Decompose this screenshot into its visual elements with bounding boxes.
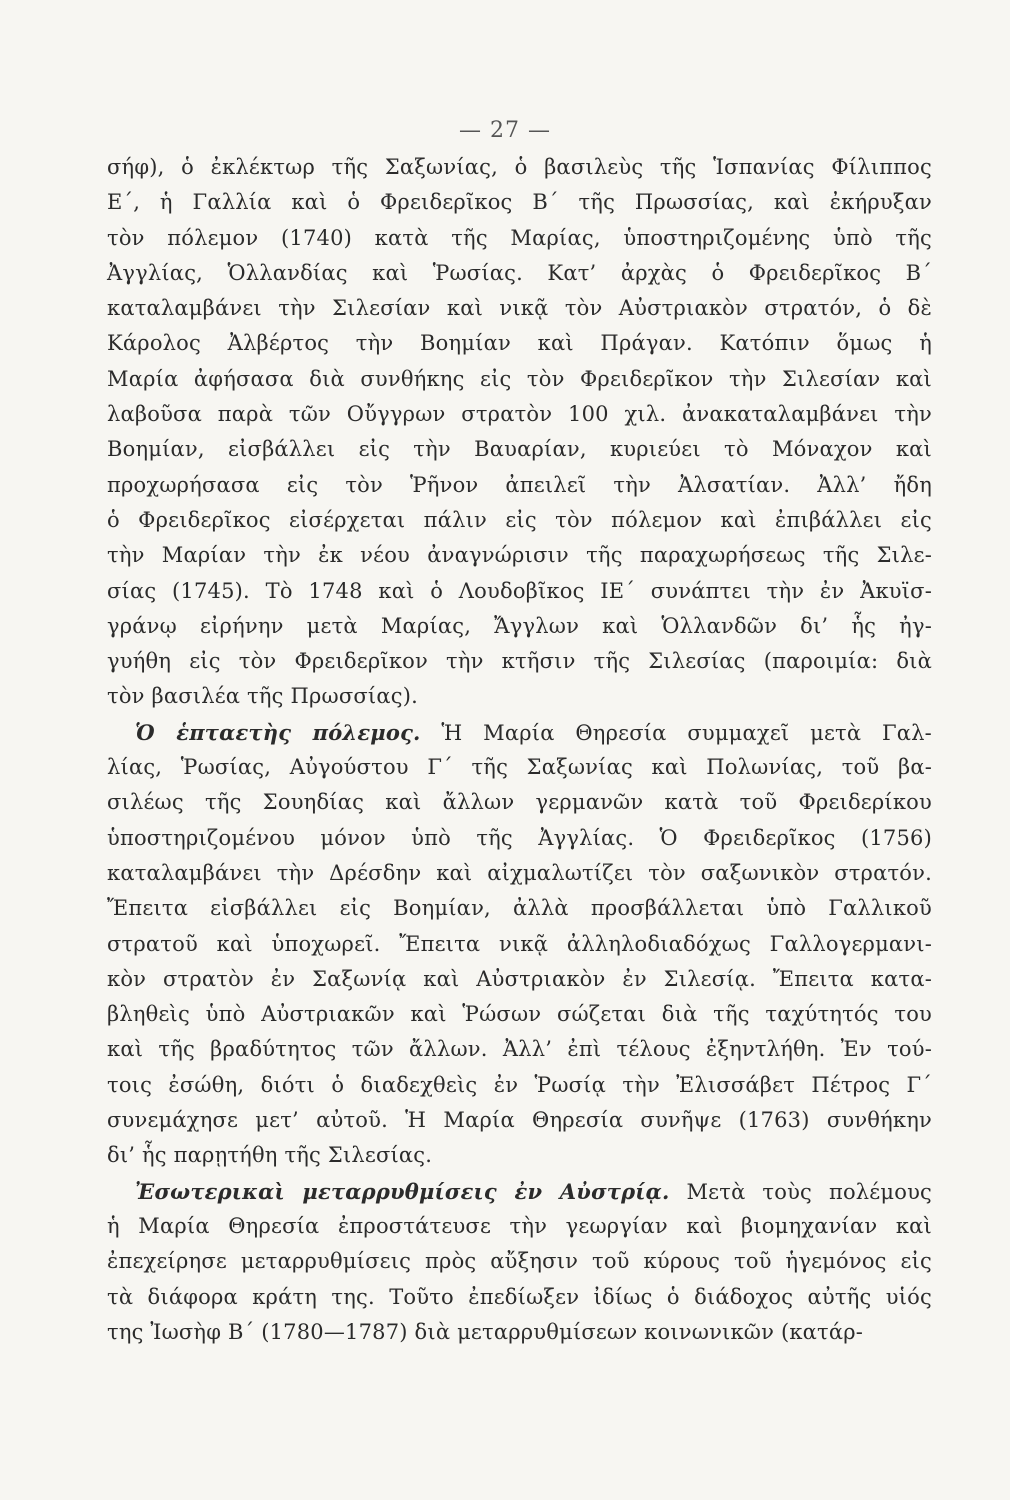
line-text: προχωρήσασα εἰς τὸν Ῥῆνον ἀπειλεῖ τὴν Ἀλσατίαν. Ἀλλ’ ἤδη bbox=[107, 472, 932, 497]
line-text: Βοημίαν, εἰσβάλλει εἰς τὴν Βαυαρίαν, κυριεύει τὸ Μόναχον καὶ bbox=[107, 437, 932, 462]
line-text: κὸν στρατὸν ἐν Σαξωνίᾳ καὶ Αὐστριακὸν ἐν Σιλεσίᾳ. Ἔπειτα κατα- bbox=[107, 966, 932, 991]
section-heading: Ἐσωτερικαὶ μεταρρυθμίσεις ἐν Αὐστρίᾳ. bbox=[135, 1178, 670, 1204]
line-text: τὸν βασιλέα τῆς Πρωσσίας). bbox=[107, 684, 418, 709]
line-text: τὸν πόλεμον (1740) κατὰ τῆς Μαρίας, ὑποστηριζομένης ὑπὸ τῆς bbox=[107, 225, 932, 250]
line-text: Ἡ Μαρία Θηρεσία συμμαχεῖ μετὰ Γαλ- bbox=[441, 720, 932, 745]
line-text: καὶ τῆς βραδύτητος τῶν ἄλλων. Ἀλλ’ ἐπὶ τέλους ἐξηντλήθη. Ἐν τού- bbox=[107, 1037, 932, 1062]
text-line bbox=[107, 750, 932, 785]
text-line bbox=[107, 1138, 932, 1173]
line-text: λαβοῦσα παρὰ τῶν Οὔγγρων στρατὸν 100 χιλ. ἀνακαταλαμβάνει τὴν bbox=[107, 402, 932, 427]
line-text: Μετὰ τοὺς πολέμους bbox=[686, 1179, 933, 1204]
text-line bbox=[107, 1209, 932, 1244]
text-line bbox=[107, 715, 932, 750]
text-line bbox=[107, 962, 932, 997]
line-text: σιλέως τῆς Σουηδίας καὶ ἄλλων γερμανῶν κατὰ τοῦ Φρειδερίκου bbox=[107, 790, 932, 815]
text-line bbox=[107, 362, 932, 397]
line-text: Κάρολος Ἀλβέρτος τὴν Βοημίαν καὶ Πράγαν. Κατόπιν ὅμως ἡ bbox=[107, 331, 932, 356]
text-line bbox=[107, 609, 932, 644]
line-text: βληθεὶς ὑπὸ Αὐστριακῶν καὶ Ῥώσων σώζεται διὰ τῆς ταχύτητός του bbox=[107, 1002, 932, 1027]
line-text: τοις ἐσώθη, διότι ὁ διαδεχθεὶς ἐν Ῥωσίᾳ τὴν Ἐλισσάβετ Πέτρος Γ΄ bbox=[107, 1072, 932, 1097]
text-line bbox=[107, 679, 932, 714]
text-line bbox=[107, 1315, 932, 1350]
text-line bbox=[107, 856, 932, 891]
line-text: της Ἰωσὴφ Β΄ (1780—1787) διὰ μεταρρυθμίσεων κοινωνικῶν (κατάρ- bbox=[107, 1319, 864, 1344]
text-line bbox=[107, 644, 932, 679]
text-line bbox=[107, 503, 932, 538]
line-text: ὑποστηριζομένου μόνον ὑπὸ τῆς Ἀγγλίας. Ὁ Φρειδερῖκος (1756) bbox=[107, 825, 932, 850]
line-text: συνεμάχησε μετ’ αὐτοῦ. Ἡ Μαρία Θηρεσία συνῆψε (1763) συνθήκην bbox=[107, 1108, 932, 1133]
line-text: Ε΄, ἡ Γαλλία καὶ ὁ Φρειδερῖκος Β΄ τῆς Πρωσσίας, καὶ ἐκήρυξαν bbox=[107, 190, 932, 215]
text-line bbox=[107, 185, 932, 220]
text-line bbox=[107, 821, 932, 856]
text-line bbox=[107, 574, 932, 609]
line-text: τὰ διάφορα κράτη της. Τοῦτο ἐπεδίωξεν ἰδίως ὁ διάδοχος αὐτῆς υἱός bbox=[107, 1284, 932, 1309]
line-text: τὴν Μαρίαν τὴν ἐκ νέου ἀναγνώρισιν τῆς παραχωρήσεως τῆς Σιλε- bbox=[107, 543, 932, 568]
text-line bbox=[107, 1244, 932, 1279]
line-text: δι’ ἧς παρῃτήθη τῆς Σιλεσίας. bbox=[107, 1143, 433, 1168]
text-line bbox=[107, 397, 932, 432]
text-line bbox=[107, 256, 932, 291]
text-line bbox=[107, 150, 932, 185]
line-text: ἡ Μαρία Θηρεσία ἐπροστάτευσε τὴν γεωργίαν καὶ βιομηχανίαν καὶ bbox=[107, 1213, 932, 1238]
line-text: γυήθη εἰς τὸν Φρειδερῖκον τὴν κτῆσιν τῆς Σιλεσίας (παροιμία: διὰ bbox=[107, 649, 932, 674]
text-line bbox=[107, 538, 932, 573]
line-text: Ἀγγλίας, Ὁλλανδίας καὶ Ῥωσίας. Κατ’ ἀρχὰς ὁ Φρειδερῖκος Β΄ bbox=[107, 260, 932, 285]
line-text: σίας (1745). Τὸ 1748 καὶ ὁ Λουδοβῖκος ΙΕ΄ συνάπτει τὴν ἐν Ἀκυϊσ- bbox=[107, 578, 932, 603]
text-line bbox=[107, 1174, 932, 1209]
text-line bbox=[107, 1032, 932, 1067]
text-line bbox=[107, 468, 932, 503]
section-heading: Ὁ ἑπταετὴς πόλεμος. bbox=[135, 719, 421, 745]
text-line bbox=[107, 1280, 932, 1315]
line-text: λίας, Ῥωσίας, Αὐγούστου Γ΄ τῆς Σαξωνίας καὶ Πολωνίας, τοῦ βα- bbox=[107, 755, 932, 780]
text-line bbox=[107, 997, 932, 1032]
line-text: ἐπεχείρησε μεταρρυθμίσεις πρὸς αὔξησιν τοῦ κύρους τοῦ ἡγεμόνος εἰς bbox=[107, 1249, 932, 1274]
line-text: γράνῳ εἰρήνην μετὰ Μαρίας, Ἄγγλων καὶ Ὁλλανδῶν δι’ ἧς ἠγ- bbox=[107, 613, 932, 638]
line-text: ὁ Φρειδερῖκος εἰσέρχεται πάλιν εἰς τὸν πόλεμον καὶ ἐπιβάλλει εἰς bbox=[107, 507, 932, 532]
text-line bbox=[107, 785, 932, 820]
text-line bbox=[107, 891, 932, 926]
line-text: στρατοῦ καὶ ὑποχωρεῖ. Ἔπειτα νικᾷ ἀλληλοδιαδόχως Γαλλογερμανι- bbox=[107, 931, 932, 956]
line-text: Μαρία ἀφήσασα διὰ συνθήκης εἰς τὸν Φρειδερῖκον τὴν Σιλεσίαν καὶ bbox=[107, 366, 932, 391]
text-line bbox=[107, 221, 932, 256]
line-text: σήφ), ὁ ἐκλέκτωρ τῆς Σαξωνίας, ὁ βασιλεὺς τῆς Ἱσπανίας Φίλιππος bbox=[107, 155, 932, 179]
text-line bbox=[107, 326, 932, 361]
line-text: καταλαμβάνει τὴν Σιλεσίαν καὶ νικᾷ τὸν Αὐστριακὸν στρατόν, ὁ δὲ bbox=[107, 296, 932, 321]
text-line bbox=[107, 1068, 932, 1103]
text-line bbox=[107, 291, 932, 326]
text-line bbox=[107, 1103, 932, 1138]
line-text: Ἔπειτα εἰσβάλλει εἰς Βοημίαν, ἀλλὰ προσβάλλεται ὑπὸ Γαλλικοῦ bbox=[107, 896, 932, 921]
page-number: — 27 — bbox=[459, 118, 551, 143]
body-text bbox=[107, 150, 932, 1350]
line-text: καταλαμβάνει τὴν Δρέσδην καὶ αἰχμαλωτίζει τὸν σαξωνικὸν στρατόν. bbox=[107, 860, 932, 885]
text-line bbox=[107, 432, 932, 467]
text-line bbox=[107, 927, 932, 962]
